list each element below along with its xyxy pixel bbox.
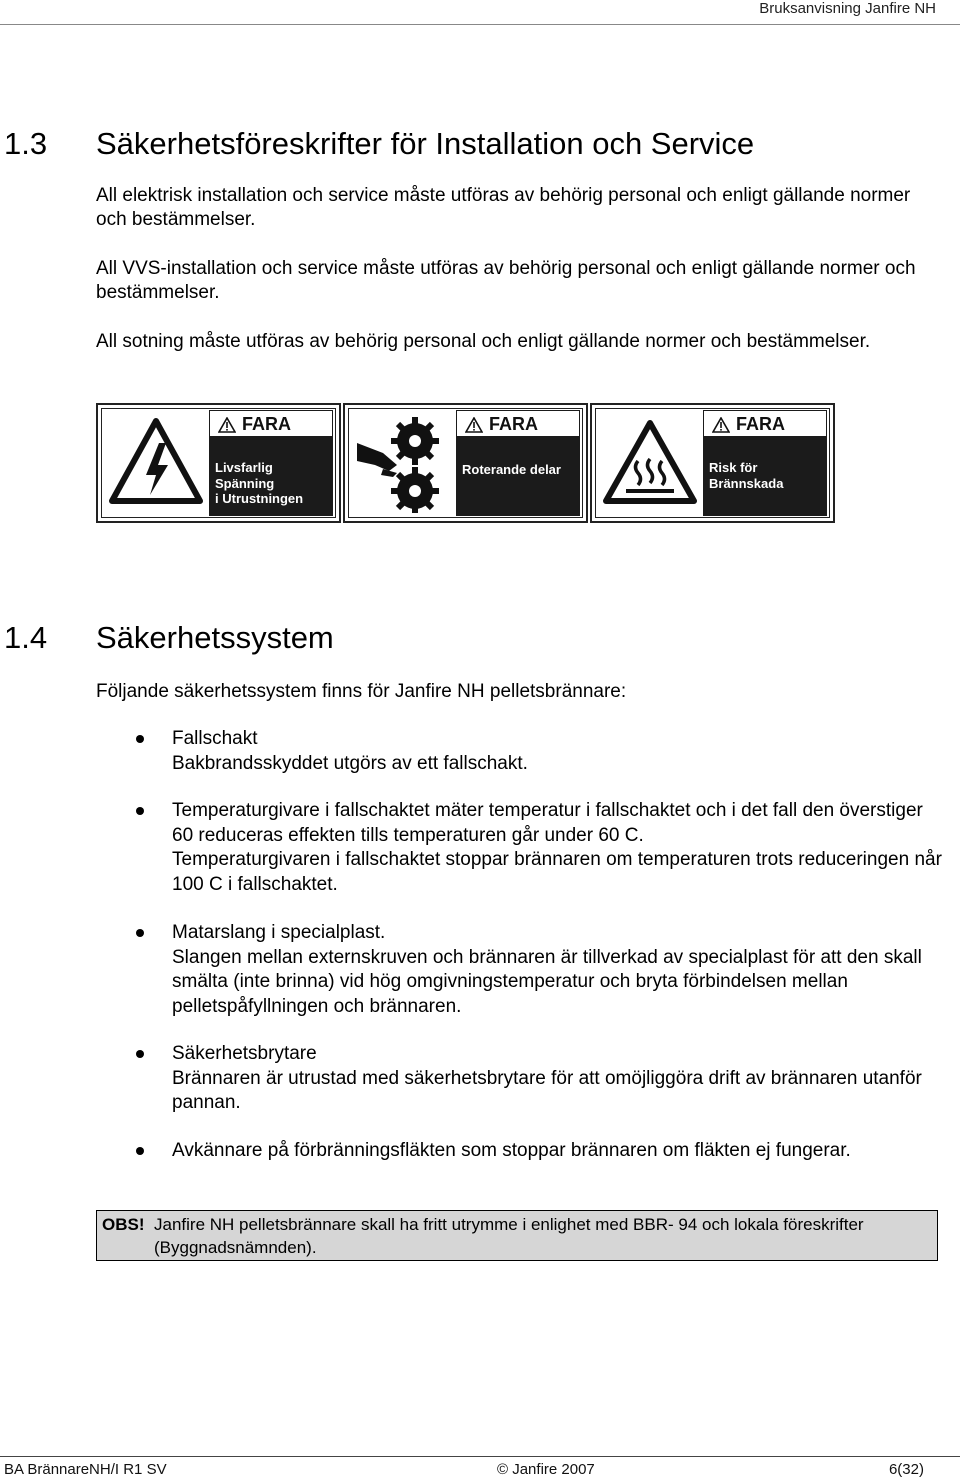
bullet-icon [136,929,144,937]
bullet-icon [136,807,144,815]
high-voltage-icon [106,413,206,513]
list-item-title: Avkännare på förbränningsfläkten som stoppar brännaren om fläkten ej fungerar. [172,1140,851,1161]
warning-sign-burn [590,403,835,523]
warning-triangle-icon [712,417,730,433]
sign-message: Risk för Brännskada [709,460,784,491]
header-divider [0,24,960,25]
obs-note-box [96,1210,938,1261]
sign-header-text: FARA [489,414,538,434]
section-intro: Följande säkerhetssystem finns för Janfire NH pelletsbrännare: [96,681,627,702]
paragraph-vvs: All VVS-installation och service måste utföras av behörig personal och enligt gällande normer och bestämmelser. [96,258,916,303]
list-item-title: Säkerhetsbrytare [172,1043,317,1064]
warning-triangle-icon [218,417,236,433]
section-title: Säkerhetssystem [96,620,334,655]
section-title: Säkerhetsföreskrifter för Installation och Service [96,126,755,161]
footer-divider [0,1456,960,1457]
list-item-body: Bakbrandsskyddet utgörs av ett fallschakt. [172,752,528,774]
bullet-icon [136,1147,144,1155]
list-item-title: Temperaturgivare i fallschaktet mäter temperatur i fallschaktet och i det fall den överstiger 60 reduceras effekten tills temperaturen går under 60 C. [172,800,923,846]
footer-page-number: 6(32) [888,1461,924,1478]
list-item-title: Fallschakt [172,728,258,749]
list-item-body: Temperaturgivaren i fallschaktet stoppar brännaren om temperaturen trots reduceringen når 100 C i fallschaktet. [172,849,942,895]
section-number: 1.4 [4,620,48,655]
sign-header [703,410,827,437]
sign-message: Livsfarlig Spänning i Utrustningen [215,460,304,506]
list-item-title: Matarslang i specialplast. [172,922,386,943]
footer-copyright: © Janfire 2007 [497,1461,595,1478]
obs-text: Janfire NH pelletsbrännare skall ha fritt utrymme i enlighet med BBR- 94 och lokala föreskrifter (Byggnadsnämnden). [154,1215,864,1257]
warning-sign-voltage [96,403,341,523]
warning-sign-rotating [343,403,588,523]
sign-header [456,410,580,437]
paragraph-electrical: All elektrisk installation och service måste utföras av behörig personal och enligt gällande normer och bestämmelser. [96,185,911,230]
document-header-title: Bruksanvisning Janfire NH [759,0,936,17]
sign-message: Roterande delar [462,462,561,477]
section-number: 1.3 [4,126,48,161]
rotating-gears-icon [353,413,453,513]
hot-surface-icon [600,413,700,513]
list-item-body: Slangen mellan externskruven och brännaren är tillverkad av specialplast för att den skall smälta (inte brinna) vid hög omgivningstemperatur och bryta förbindelsen mellan pelletspåfyllningen och brännaren. [172,946,922,1017]
footer-document-code: BA BrännareNH/I R1 SV [4,1461,167,1478]
sign-header-text: FARA [242,414,291,434]
warning-signs-row [96,403,836,525]
warning-triangle-icon [465,417,483,433]
list-item-body: Brännaren är utrustad med säkerhetsbrytare för att omöjliggöra drift av brännaren utanför pannan. [172,1067,922,1113]
obs-label: OBS! [102,1215,145,1234]
bullet-icon [136,735,144,743]
sign-header-text: FARA [736,414,785,434]
bullet-icon [136,1050,144,1058]
sign-header [209,410,333,437]
paragraph-sotning: All sotning måste utföras av behörig personal och enligt gällande normer och bestämmelser. [96,331,871,352]
